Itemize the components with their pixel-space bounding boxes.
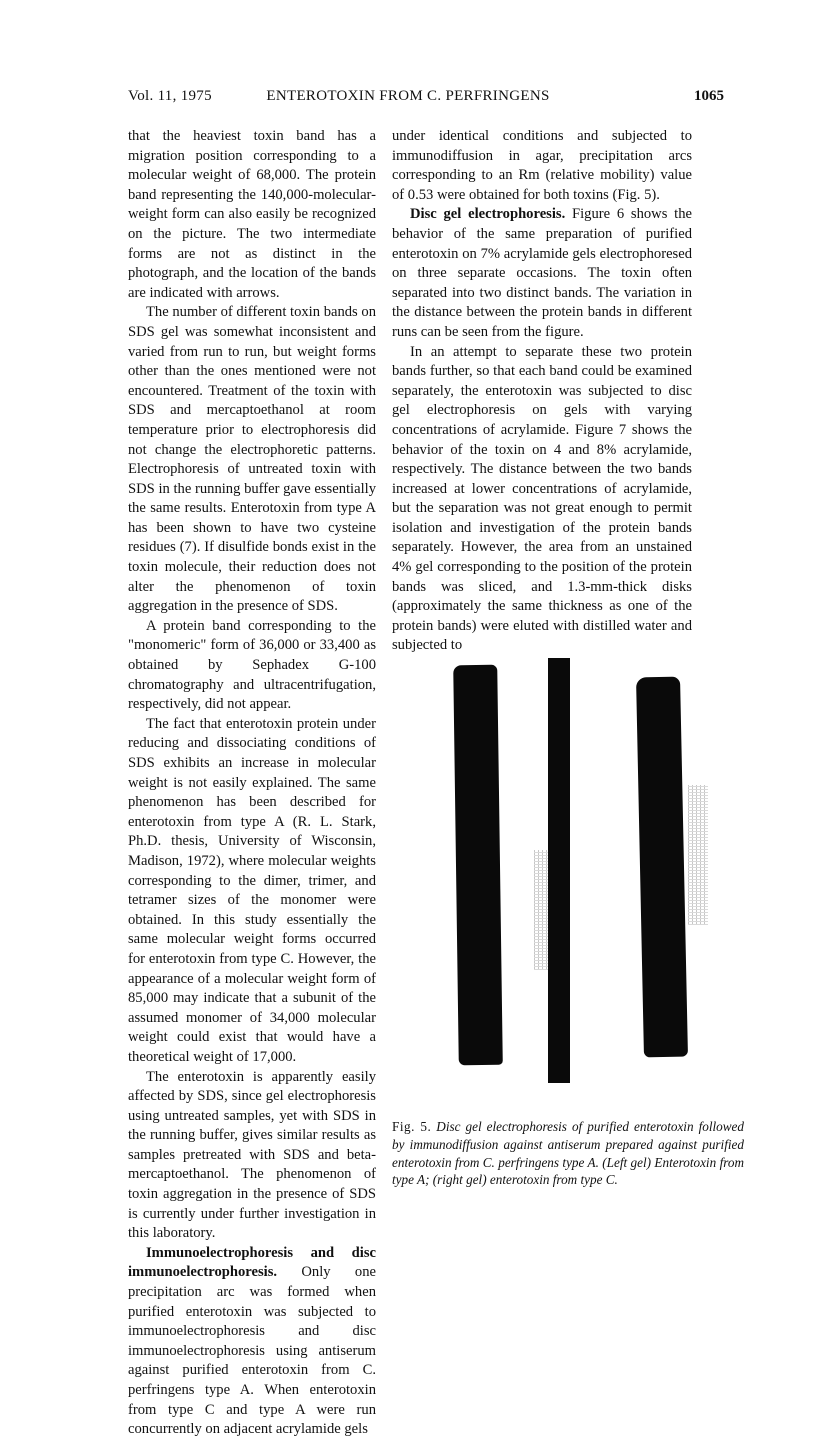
- caption-text: Disc gel electrophoresis of purified enterotoxin followed by immunodiffusion against antiserum prepared against purified enterotoxin from C. perfringens type A. (Left gel) Enterotoxin from type A; (right gel) enterotoxin from type C.: [392, 1119, 744, 1188]
- precipitation-arc: [688, 785, 708, 925]
- page-number: 1065: [694, 88, 724, 104]
- journal-volume: Vol. 11, 1975: [128, 88, 212, 104]
- left-column: [128, 127, 376, 1440]
- running-title: ENTEROTOXIN FROM C. PERFRINGENS: [266, 88, 550, 104]
- gel-type-a: [453, 665, 503, 1066]
- paragraph: A protein band corresponding to the "monomeric" form of 36,000 or 33,400 as obtained by Sephadex G-100 chromatography and ultracentrifugation, respectively, did not appear.: [128, 617, 376, 713]
- paragraph-text: Figure 6 shows the behavior of the same preparation of purified enterotoxin on 7% acrylamide gels electrophoresed on three separate occasions. The toxin often separated into two distinct bands. The variation in the distance between the protein bands in different runs can be seen from the figure.: [392, 206, 692, 340]
- running-header: [0, 88, 816, 108]
- section-heading: Immunoelectrophoresis and disc immunoelectrophoresis.: [128, 1244, 376, 1281]
- figure-gel-photo: [420, 655, 710, 1085]
- paragraph: In an attempt to separate these two protein bands further, so that each band could be examined separately, the enterotoxin was subjected to disc gel electrophoresis on gels with varying concentrations of acrylamide. Figure 7 shows the behavior of the toxin on 4 and 8% acrylamide, respectively. The distance between the two bands increased at lower concentrations of acrylamide, but the separation was not great enough to permit isolation and investigation of the protein bands separately. However, the area from an unstained 4% gel corresponding to the position of the protein bands was sliced, and 1.3-mm-thick disks (approximately the same thickness as one of the protein bands) were eluted with distilled water and subjected to: [392, 343, 692, 654]
- paragraph: that the heaviest toxin band has a migration position corresponding to a molecular weight of 68,000. The protein band representing the 140,000-molecular-weight form can also easily be recognized on the picture. The two intermediate forms are not as distinct in the photograph, and the location of the bands are indicated with arrows.: [128, 128, 376, 301]
- paragraph-text: Only one precipitation arc was formed when purified enterotoxin was subjected to immunoelectrophoresis and disc immunoelectrophoresis using antiserum against purified enterotoxin from C. perfringens type A. When enterotoxin from type C and type A were run concurrently on adjacent acrylamide gels: [128, 1264, 376, 1438]
- paragraph: The number of different toxin bands on SDS gel was somewhat inconsistent and varied from run to run, but weight forms other than the ones mentioned were not encountered. Treatment of the toxin with SDS and mercaptoethanol at room temperature prior to electrophoresis did not change the electrophoretic patterns. Electrophoresis of untreated toxin with SDS in the running buffer gave essentially the same results. Enterotoxin from type A has been shown to have two cysteine residues (7). If disulfide bonds exist in the toxin molecule, their reduction does not alter the phenomenon of toxin aggregation in the presence of SDS.: [128, 304, 376, 615]
- gel-type-c: [636, 677, 688, 1058]
- paragraph: [392, 205, 692, 342]
- paragraph: [128, 1244, 376, 1440]
- figure-caption: [392, 1118, 744, 1189]
- paragraph: under identical conditions and subjected to immunodiffusion in agar, precipitation arcs corresponding to an Rm (relative mobility) value of 0.53 were obtained for both toxins (Fig. 5).: [392, 128, 692, 203]
- paragraph: The enterotoxin is apparently easily affected by SDS, since gel electrophoresis using untreated samples, yet with SDS in the running buffer, gives similar results as samples pretreated with SDS and beta-mercaptoethanol. The phenomenon of toxin aggregation in the presence of SDS is currently under further investigation in this laboratory.: [128, 1068, 376, 1242]
- antiserum-trough: [548, 658, 570, 1083]
- section-heading: Disc gel electrophoresis.: [410, 206, 566, 223]
- right-column: [392, 127, 692, 656]
- figure-label: Fig. 5.: [392, 1119, 432, 1134]
- paragraph: The fact that enterotoxin protein under reducing and dissociating conditions of SDS exhibits an increase in molecular weight is not easily explained. The same phenomenon has been described for enterotoxin from type A (R. L. Stark, Ph.D. thesis, University of Wisconsin, Madison, 1972), where molecular weights corresponding to the dimer, trimer, and tetramer sizes of the monomer were obtained. In this study essentially the same molecular weight forms occurred for enterotoxin from type C. However, the appearance of a molecular weight form of 85,000 may indicate that a subunit of the assumed monomer of 34,000 molecular weight could exist that would have a theoretical weight of 17,000.: [128, 715, 376, 1065]
